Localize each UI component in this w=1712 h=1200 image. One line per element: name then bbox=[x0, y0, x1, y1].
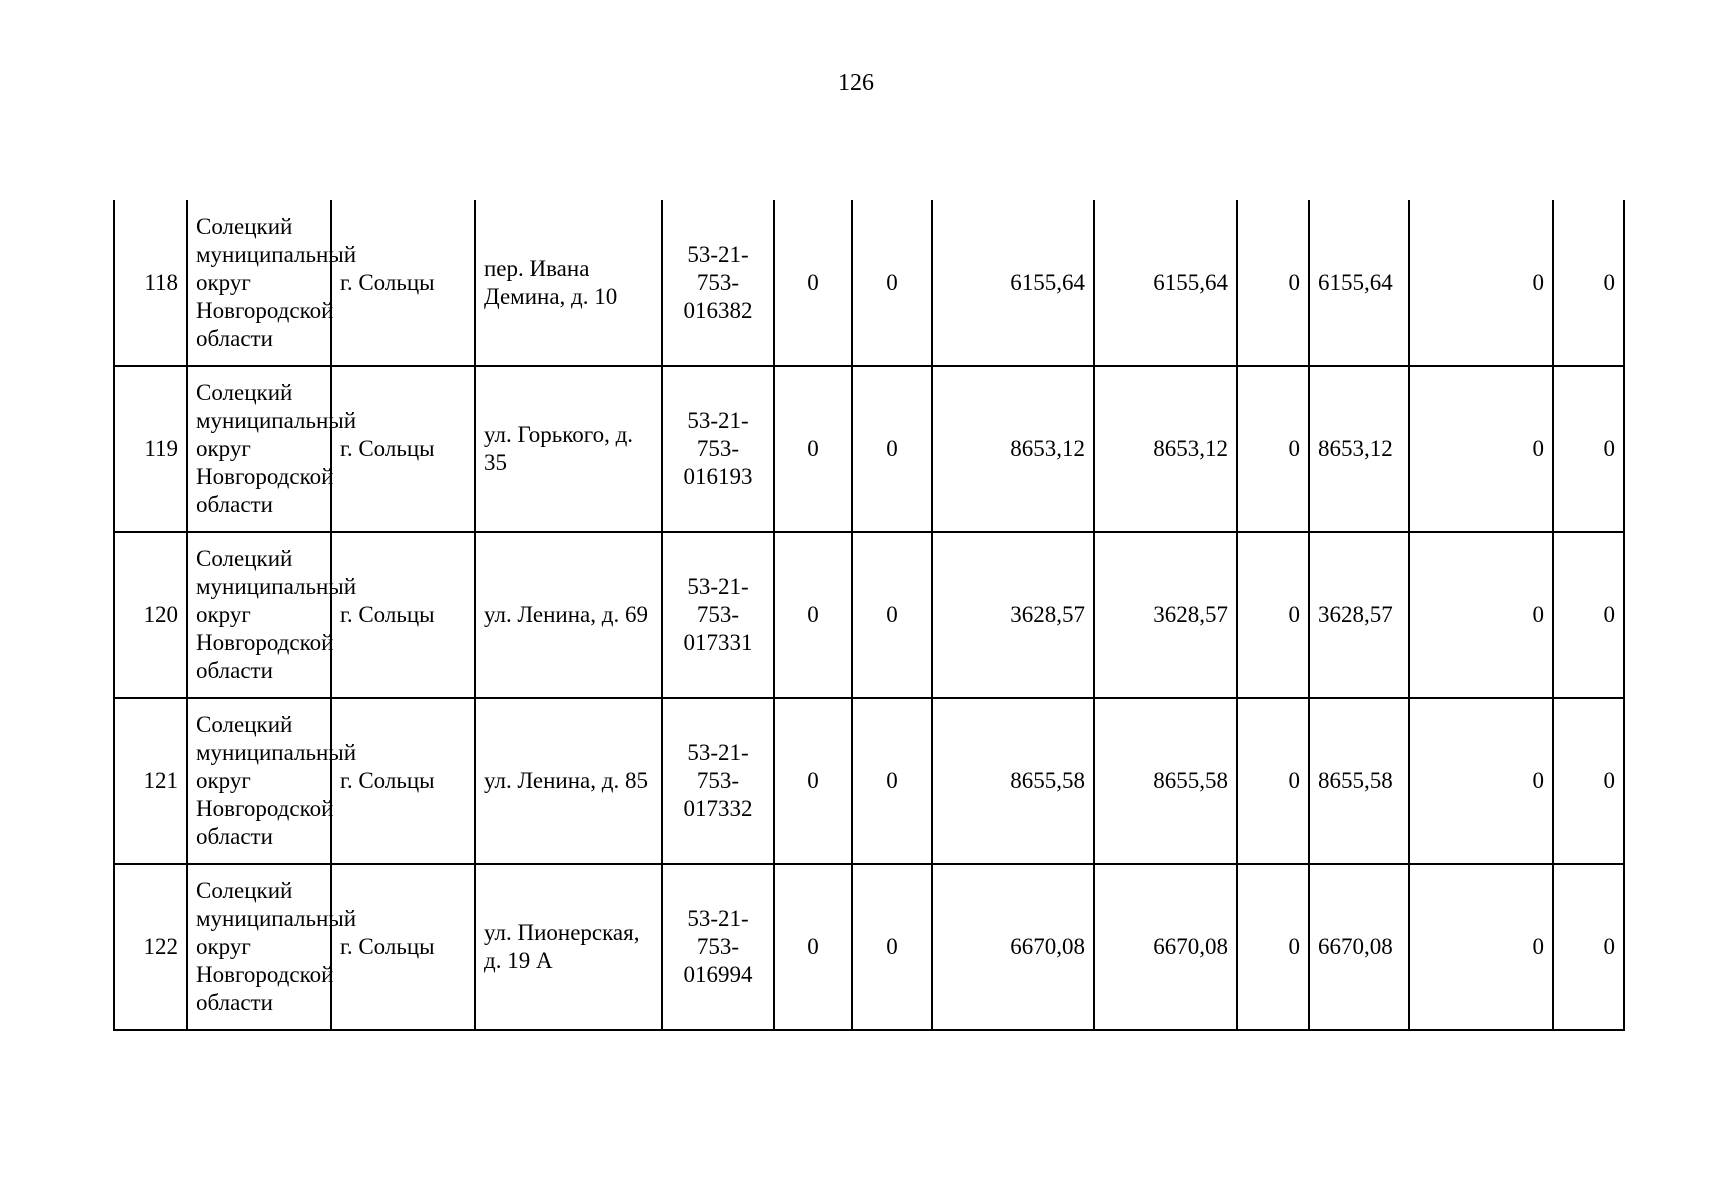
value-cell-6: 0 bbox=[774, 366, 852, 532]
value-cell-10: 0 bbox=[1237, 366, 1309, 532]
row-number: 122 bbox=[114, 864, 187, 1030]
locality-cell: г. Сольцы bbox=[331, 366, 475, 532]
row-number: 121 bbox=[114, 698, 187, 864]
locality-cell: г. Сольцы bbox=[331, 532, 475, 698]
table-row bbox=[114, 366, 1624, 532]
value-cell-6: 0 bbox=[774, 200, 852, 366]
amount-cell-8: 3628,57 bbox=[932, 532, 1094, 698]
municipality-cell: Солецкий муниципальный округ Новгородской области bbox=[187, 200, 331, 366]
table-row bbox=[114, 864, 1624, 1030]
address-cell: ул. Пионерская, д. 19 А bbox=[475, 864, 662, 1030]
value-cell-6: 0 bbox=[774, 532, 852, 698]
municipality-cell: Солецкий муниципальный округ Новгородской области bbox=[187, 532, 331, 698]
code-cell: 53-21-753-016382 bbox=[662, 200, 774, 366]
amount-cell-8: 6155,64 bbox=[932, 200, 1094, 366]
value-cell-7: 0 bbox=[852, 698, 932, 864]
amount-cell-8: 8655,58 bbox=[932, 698, 1094, 864]
locality-cell: г. Сольцы bbox=[331, 864, 475, 1030]
value-cell-13: 0 bbox=[1553, 366, 1624, 532]
municipality-cell: Солецкий муниципальный округ Новгородской области bbox=[187, 698, 331, 864]
value-cell-13: 0 bbox=[1553, 864, 1624, 1030]
municipality-cell: Солецкий муниципальный округ Новгородской области bbox=[187, 864, 331, 1030]
amount-cell-11: 8655,58 bbox=[1309, 698, 1409, 864]
value-cell-12: 0 bbox=[1409, 532, 1553, 698]
amount-cell-11: 8653,12 bbox=[1309, 366, 1409, 532]
value-cell-12: 0 bbox=[1409, 366, 1553, 532]
value-cell-7: 0 bbox=[852, 532, 932, 698]
amount-cell-9: 6670,08 bbox=[1094, 864, 1237, 1030]
table-row bbox=[114, 698, 1624, 864]
value-cell-7: 0 bbox=[852, 864, 932, 1030]
registry-table bbox=[113, 200, 1625, 1031]
value-cell-12: 0 bbox=[1409, 200, 1553, 366]
page-number: 126 bbox=[838, 70, 874, 96]
value-cell-7: 0 bbox=[852, 200, 932, 366]
amount-cell-9: 3628,57 bbox=[1094, 532, 1237, 698]
amount-cell-9: 8653,12 bbox=[1094, 366, 1237, 532]
table-row bbox=[114, 200, 1624, 366]
value-cell-6: 0 bbox=[774, 698, 852, 864]
value-cell-13: 0 bbox=[1553, 200, 1624, 366]
amount-cell-8: 6670,08 bbox=[932, 864, 1094, 1030]
row-number: 120 bbox=[114, 532, 187, 698]
amount-cell-11: 6155,64 bbox=[1309, 200, 1409, 366]
value-cell-10: 0 bbox=[1237, 698, 1309, 864]
value-cell-12: 0 bbox=[1409, 864, 1553, 1030]
value-cell-12: 0 bbox=[1409, 698, 1553, 864]
code-cell: 53-21-753-016994 bbox=[662, 864, 774, 1030]
amount-cell-11: 6670,08 bbox=[1309, 864, 1409, 1030]
amount-cell-9: 6155,64 bbox=[1094, 200, 1237, 366]
address-cell: ул. Ленина, д. 69 bbox=[475, 532, 662, 698]
amount-cell-8: 8653,12 bbox=[932, 366, 1094, 532]
amount-cell-9: 8655,58 bbox=[1094, 698, 1237, 864]
value-cell-6: 0 bbox=[774, 864, 852, 1030]
municipality-cell: Солецкий муниципальный округ Новгородской области bbox=[187, 366, 331, 532]
value-cell-10: 0 bbox=[1237, 864, 1309, 1030]
row-number: 119 bbox=[114, 366, 187, 532]
address-cell: ул. Горького, д. 35 bbox=[475, 366, 662, 532]
code-cell: 53-21-753-017332 bbox=[662, 698, 774, 864]
row-number: 118 bbox=[114, 200, 187, 366]
value-cell-10: 0 bbox=[1237, 200, 1309, 366]
value-cell-10: 0 bbox=[1237, 532, 1309, 698]
value-cell-13: 0 bbox=[1553, 532, 1624, 698]
locality-cell: г. Сольцы bbox=[331, 200, 475, 366]
value-cell-13: 0 bbox=[1553, 698, 1624, 864]
locality-cell: г. Сольцы bbox=[331, 698, 475, 864]
code-cell: 53-21-753-016193 bbox=[662, 366, 774, 532]
table-row bbox=[114, 532, 1624, 698]
value-cell-7: 0 bbox=[852, 366, 932, 532]
address-cell: ул. Ленина, д. 85 bbox=[475, 698, 662, 864]
address-cell: пер. Ивана Демина, д. 10 bbox=[475, 200, 662, 366]
code-cell: 53-21-753-017331 bbox=[662, 532, 774, 698]
amount-cell-11: 3628,57 bbox=[1309, 532, 1409, 698]
